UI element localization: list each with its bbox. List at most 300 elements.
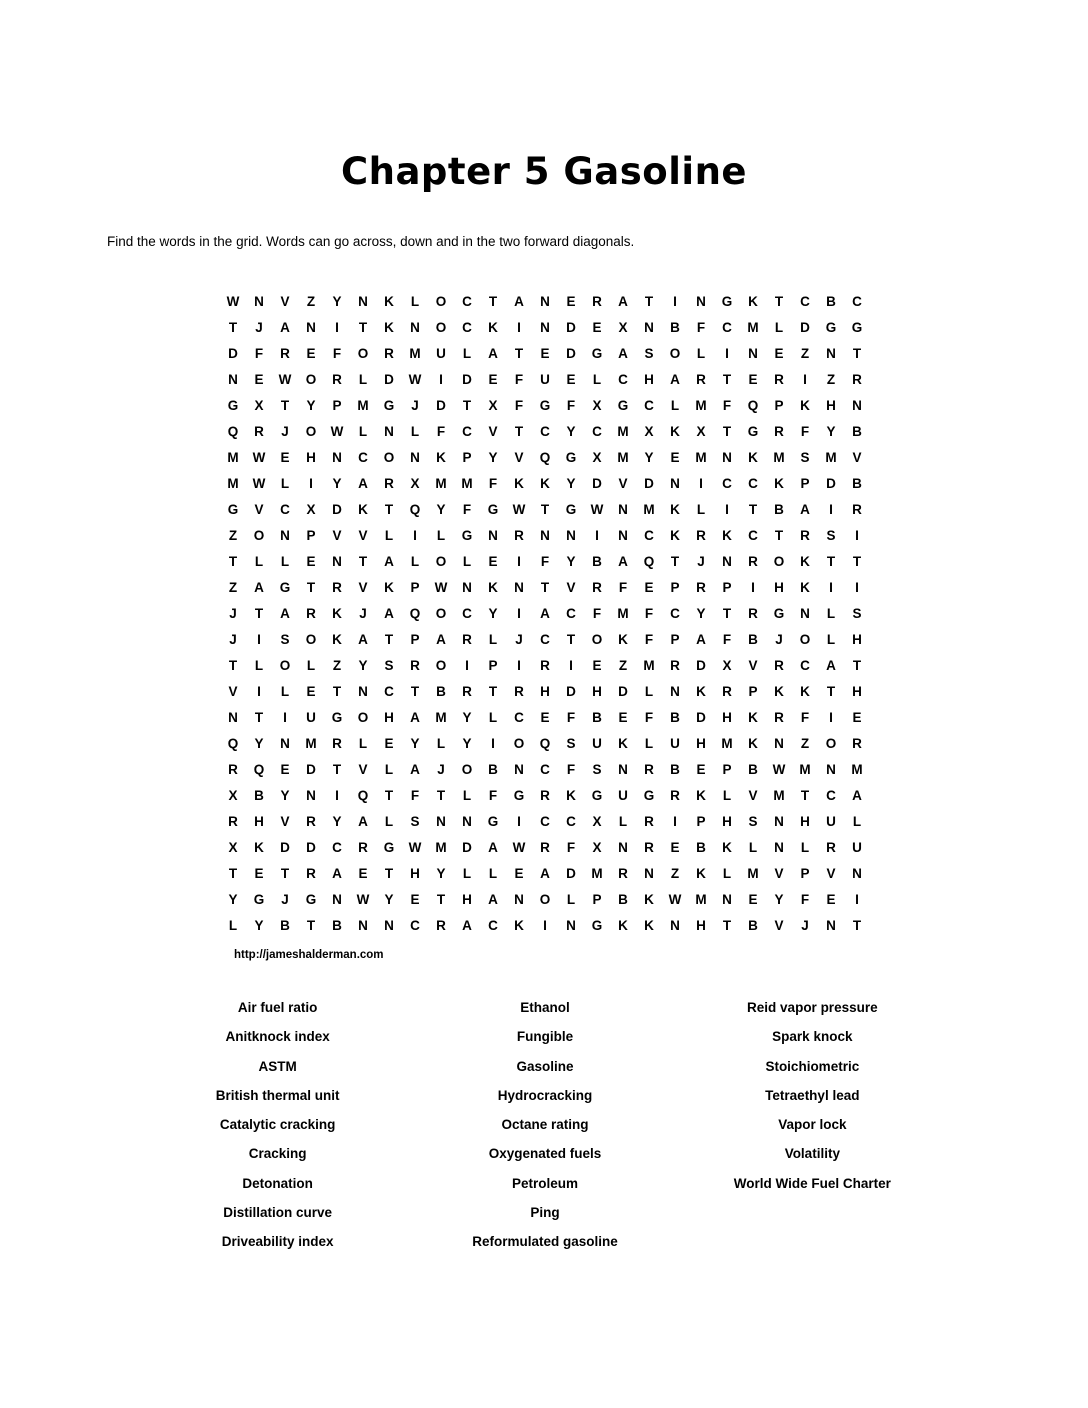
grid-letter: L [436, 527, 446, 543]
grid-letter: K [618, 735, 628, 751]
grid-letter: C [280, 501, 290, 517]
word-list-item: Vapor lock [778, 1117, 847, 1133]
grid-letter: C [566, 813, 576, 829]
grid-letter: T [826, 553, 836, 569]
grid-letter: K [254, 839, 264, 855]
grid-letter: O [253, 527, 265, 543]
grid-letter: K [800, 683, 810, 699]
grid-letter: K [644, 891, 654, 907]
word-list-item: Cracking [248, 1146, 307, 1162]
grid-letter: B [670, 319, 680, 335]
grid-letter: L [462, 345, 472, 361]
grid-letter: K [800, 579, 810, 595]
grid-letter: S [566, 735, 576, 751]
grid-letter: M [435, 475, 447, 491]
grid-letter: M [227, 449, 239, 465]
grid-letter: G [305, 891, 317, 907]
grid-letter: K [774, 475, 784, 491]
grid-letter: C [748, 475, 758, 491]
grid-letter: M [643, 501, 655, 517]
grid-letter: O [591, 631, 603, 647]
grid-letter: N [644, 865, 654, 881]
grid-letter: X [254, 397, 264, 413]
grid-letter: P [410, 631, 420, 647]
grid-letter: B [592, 553, 602, 569]
grid-letter: M [617, 449, 629, 465]
grid-letter: F [592, 605, 602, 621]
grid-letter: J [775, 631, 783, 647]
grid-letter: F [488, 475, 498, 491]
grid-letter: K [332, 605, 342, 621]
word-list-item: Distillation curve [223, 1205, 333, 1221]
grid-letter: O [435, 553, 447, 569]
grid-letter: Y [566, 423, 576, 439]
grid-letter: T [358, 553, 368, 569]
grid-letter: Y [644, 449, 654, 465]
grid-letter: L [254, 657, 264, 673]
grid-letter: R [644, 839, 654, 855]
grid-letter: N [514, 579, 524, 595]
grid-letter: L [670, 397, 680, 413]
grid-letter: R [748, 553, 758, 569]
grid-letter: L [254, 553, 264, 569]
grid-letter: M [799, 761, 811, 777]
grid-letter: R [306, 605, 316, 621]
grid-letter: N [514, 891, 524, 907]
grid-letter: N [852, 397, 862, 413]
grid-letter: R [280, 345, 290, 361]
grid-letter: N [280, 527, 290, 543]
grid-letter: J [359, 605, 367, 621]
grid-letter: N [462, 813, 472, 829]
grid-letter: Q [409, 501, 421, 517]
grid-letter: K [800, 397, 810, 413]
grid-letter: V [358, 579, 368, 595]
grid-letter: R [462, 631, 472, 647]
grid-letter: A [332, 865, 342, 881]
grid-letter: F [800, 423, 810, 439]
grid-letter: C [462, 293, 472, 309]
grid-letter: D [618, 683, 628, 699]
word-list-item: Fungible [516, 1029, 574, 1045]
grid-letter: L [410, 423, 420, 439]
grid-letter: L [228, 917, 238, 933]
grid-letter: T [852, 657, 862, 673]
grid-letter: W [512, 501, 526, 517]
grid-letter: O [305, 371, 317, 387]
grid-letter: T [644, 293, 654, 309]
grid-letter: Z [800, 345, 810, 361]
grid-letter: L [384, 813, 394, 829]
grid-letter: G [565, 501, 577, 517]
grid-letter: V [254, 501, 264, 517]
grid-letter: L [696, 345, 706, 361]
grid-letter: D [566, 345, 576, 361]
grid-letter: Y [566, 475, 576, 491]
grid-letter: E [514, 865, 524, 881]
grid-letter: A [254, 579, 264, 595]
grid-letter: R [254, 423, 264, 439]
grid-letter: O [357, 709, 369, 725]
grid-letter: L [280, 553, 290, 569]
grid-letter: E [644, 579, 654, 595]
grid-letter: N [670, 683, 680, 699]
grid-letter: L [696, 501, 706, 517]
grid-letter: L [800, 839, 810, 855]
word-list-item: Reformulated gasoline [472, 1234, 618, 1250]
grid-letter: H [254, 813, 264, 829]
grid-letter: F [514, 371, 524, 387]
grid-letter: S [410, 813, 420, 829]
grid-letter: G [643, 787, 655, 803]
grid-letter: C [358, 449, 368, 465]
grid-letter: I [569, 657, 573, 673]
grid-letter: T [384, 631, 394, 647]
grid-letter: T [852, 345, 862, 361]
grid-letter: C [540, 423, 550, 439]
grid-letter: D [592, 475, 602, 491]
grid-letter: K [670, 423, 680, 439]
grid-letter: Z [228, 527, 238, 543]
grid-letter: R [384, 345, 394, 361]
grid-letter: G [851, 319, 863, 335]
grid-letter: I [465, 657, 469, 673]
grid-letter: W [408, 371, 422, 387]
grid-letter: U [540, 371, 550, 387]
grid-letter: M [721, 735, 733, 751]
grid-letter: N [670, 475, 680, 491]
grid-letter: N [566, 917, 576, 933]
grid-letter: T [540, 579, 550, 595]
grid-letter: T [774, 527, 784, 543]
grid-letter: Y [254, 735, 264, 751]
grid-letter: T [722, 371, 732, 387]
grid-letter: C [618, 371, 628, 387]
grid-letter: Z [332, 657, 342, 673]
grid-letter: K [800, 553, 810, 569]
grid-letter: T [384, 865, 394, 881]
grid-letter: E [592, 657, 602, 673]
grid-letter: N [774, 813, 784, 829]
grid-letter: P [670, 579, 680, 595]
grid-letter: H [540, 683, 550, 699]
source-url: http://jameshalderman.com [234, 949, 384, 961]
grid-letter: A [852, 787, 862, 803]
grid-letter: T [384, 787, 394, 803]
grid-letter: H [852, 683, 862, 699]
grid-letter: Y [228, 891, 238, 907]
grid-letter: I [543, 917, 547, 933]
grid-letter: W [408, 839, 422, 855]
grid-letter: H [384, 709, 394, 725]
grid-letter: H [644, 371, 654, 387]
grid-letter: N [410, 449, 420, 465]
grid-letter: L [280, 475, 290, 491]
grid-letter: V [826, 865, 836, 881]
grid-letter: T [384, 501, 394, 517]
grid-letter: R [852, 501, 862, 517]
grid-letter: U [852, 839, 862, 855]
grid-letter: W [590, 501, 604, 517]
grid-letter: F [488, 787, 498, 803]
grid-letter: G [331, 709, 343, 725]
grid-letter: C [748, 527, 758, 543]
grid-letter: R [410, 657, 420, 673]
grid-letter: T [228, 657, 238, 673]
grid-letter: B [748, 917, 758, 933]
grid-letter: T [722, 423, 732, 439]
grid-letter: O [435, 657, 447, 673]
grid-letter: N [332, 553, 342, 569]
grid-letter: R [514, 527, 524, 543]
grid-letter: N [566, 527, 576, 543]
grid-letter: L [488, 631, 498, 647]
grid-letter: F [644, 709, 654, 725]
grid-letter: X [592, 449, 602, 465]
grid-letter: V [618, 475, 628, 491]
grid-letter: I [751, 579, 755, 595]
grid-letter: R [644, 761, 654, 777]
grid-letter: R [618, 865, 628, 881]
grid-letter: C [852, 293, 862, 309]
grid-letter: X [228, 787, 238, 803]
grid-letter: E [280, 449, 290, 465]
grid-letter: L [644, 683, 654, 699]
word-list-item: Spark knock [772, 1029, 853, 1045]
grid-letter: M [747, 865, 759, 881]
grid-letter: I [257, 683, 261, 699]
grid-letter: I [699, 475, 703, 491]
grid-letter: R [670, 787, 680, 803]
grid-letter: K [384, 319, 394, 335]
grid-letter: T [332, 683, 342, 699]
grid-letter: V [774, 865, 784, 881]
grid-letter: C [384, 683, 394, 699]
grid-letter: B [826, 293, 836, 309]
grid-letter: G [279, 579, 291, 595]
grid-letter: N [696, 293, 706, 309]
grid-letter: K [696, 865, 706, 881]
grid-letter: C [462, 319, 472, 335]
grid-letter: N [436, 813, 446, 829]
grid-letter: O [435, 605, 447, 621]
word-list-item: Air fuel ratio [237, 1000, 318, 1015]
grid-letter: R [592, 293, 602, 309]
grid-letter: T [332, 761, 342, 777]
grid-letter: R [852, 371, 862, 387]
grid-letter: K [384, 293, 394, 309]
grid-letter: I [855, 891, 859, 907]
grid-letter: V [566, 579, 576, 595]
grid-letter: V [514, 449, 524, 465]
grid-letter: F [644, 605, 654, 621]
grid-letter: P [332, 397, 342, 413]
grid-letter: P [592, 891, 602, 907]
grid-letter: T [306, 579, 316, 595]
word-list-column [411, 993, 678, 1257]
grid-letter: W [434, 579, 448, 595]
grid-letter: I [309, 475, 313, 491]
grid-letter: C [670, 605, 680, 621]
grid-letter: N [306, 787, 316, 803]
grid-letter: A [618, 293, 628, 309]
grid-letter: F [462, 501, 472, 517]
grid-letter: R [800, 527, 810, 543]
grid-letter: P [748, 683, 758, 699]
grid-letter: T [280, 397, 290, 413]
grid-letter: N [462, 579, 472, 595]
grid-letter: V [280, 293, 290, 309]
grid-letter: M [825, 449, 837, 465]
grid-letter: G [721, 293, 733, 309]
grid-letter: L [566, 891, 576, 907]
instructions-text: Find the words in the grid. Words can go across, down and in the two forward diagonals. [107, 234, 635, 249]
grid-letter: C [644, 527, 654, 543]
grid-letter: R [774, 709, 784, 725]
grid-letter: I [491, 735, 495, 751]
grid-letter: D [566, 683, 576, 699]
grid-letter: T [826, 683, 836, 699]
grid-letter: W [668, 891, 682, 907]
grid-letter: Y [488, 449, 498, 465]
grid-letter: J [229, 605, 237, 621]
grid-letter: C [826, 787, 836, 803]
grid-letter: C [410, 917, 420, 933]
grid-letter: N [540, 319, 550, 335]
grid-letter: Q [357, 787, 369, 803]
grid-letter: R [696, 579, 706, 595]
grid-letter: N [540, 527, 550, 543]
grid-letter: M [773, 787, 785, 803]
grid-letter: N [774, 735, 784, 751]
grid-letter: N [228, 709, 238, 725]
grid-letter: M [357, 397, 369, 413]
grid-letter: Y [332, 475, 342, 491]
grid-letter: Y [384, 891, 394, 907]
grid-letter: M [409, 345, 421, 361]
grid-letter: E [306, 345, 316, 361]
grid-letter: K [748, 449, 758, 465]
grid-letter: U [618, 787, 628, 803]
grid-letter: M [643, 657, 655, 673]
word-list-item: Octane rating [501, 1117, 589, 1133]
word-list-item: Anitknock index [225, 1029, 330, 1045]
grid-letter: Z [826, 371, 836, 387]
grid-letter: K [748, 293, 758, 309]
grid-letter: T [254, 605, 264, 621]
grid-letter: H [722, 709, 732, 725]
grid-letter: D [280, 839, 290, 855]
grid-letter: V [358, 761, 368, 777]
grid-letter: A [280, 319, 290, 335]
grid-letter: N [332, 449, 342, 465]
grid-letter: B [618, 891, 628, 907]
grid-letter: X [644, 423, 654, 439]
grid-letter: N [332, 891, 342, 907]
grid-letter: E [488, 371, 498, 387]
grid-letter: T [852, 917, 862, 933]
grid-letter: P [670, 631, 680, 647]
grid-letter: U [826, 813, 836, 829]
grid-letter: P [722, 761, 732, 777]
grid-letter: V [748, 787, 758, 803]
grid-letter: E [774, 345, 784, 361]
grid-letter: M [851, 761, 863, 777]
grid-letter: K [618, 917, 628, 933]
grid-letter: A [436, 631, 446, 647]
grid-letter: R [826, 839, 836, 855]
grid-letter: X [306, 501, 316, 517]
grid-letter: U [306, 709, 316, 725]
grid-letter: I [673, 813, 677, 829]
grid-letter: F [332, 345, 342, 361]
grid-letter: E [696, 761, 706, 777]
word-list-item: Detonation [242, 1175, 313, 1191]
grid-letter: H [696, 735, 706, 751]
grid-letter: J [255, 319, 263, 335]
grid-letter: A [488, 345, 498, 361]
grid-letter: V [358, 527, 368, 543]
grid-letter: J [229, 631, 237, 647]
grid-letter: N [618, 527, 628, 543]
grid-letter: D [826, 475, 836, 491]
grid-letter: N [358, 683, 368, 699]
grid-letter: N [826, 917, 836, 933]
grid-letter: D [384, 371, 394, 387]
grid-letter: J [411, 397, 419, 413]
grid-letter: G [227, 397, 239, 413]
grid-letter: N [618, 761, 628, 777]
grid-letter: G [227, 501, 239, 517]
grid-letter: J [281, 891, 289, 907]
grid-letter: A [462, 917, 472, 933]
word-list-item: Volatility [784, 1146, 840, 1162]
grid-letter: C [800, 657, 810, 673]
grid-letter: X [410, 475, 420, 491]
grid-letter: R [306, 865, 316, 881]
grid-letter: H [722, 813, 732, 829]
grid-letter: G [591, 345, 603, 361]
grid-letter: T [228, 865, 238, 881]
grid-letter: T [306, 917, 316, 933]
grid-letter: W [252, 449, 266, 465]
grid-letter: Z [618, 657, 628, 673]
grid-letter: K [748, 735, 758, 751]
grid-letter: X [228, 839, 238, 855]
grid-letter: M [435, 709, 447, 725]
grid-letter: N [384, 917, 394, 933]
grid-letter: A [618, 345, 628, 361]
grid-letter: M [695, 891, 707, 907]
grid-letter: O [799, 631, 811, 647]
grid-letter: I [335, 787, 339, 803]
grid-letter: I [829, 579, 833, 595]
grid-letter: R [774, 657, 784, 673]
grid-letter: O [383, 449, 395, 465]
grid-letter: G [513, 787, 525, 803]
grid-letter: W [226, 293, 240, 309]
grid-letter: C [540, 761, 550, 777]
grid-letter: K [488, 319, 498, 335]
grid-letter: D [644, 475, 654, 491]
page-title: Chapter 5 Gasoline [340, 150, 748, 193]
grid-letter: B [254, 787, 264, 803]
grid-letter: Q [539, 449, 551, 465]
grid-letter: C [722, 319, 732, 335]
grid-letter: E [592, 319, 602, 335]
grid-letter: Y [462, 735, 472, 751]
grid-letter: T [436, 891, 446, 907]
